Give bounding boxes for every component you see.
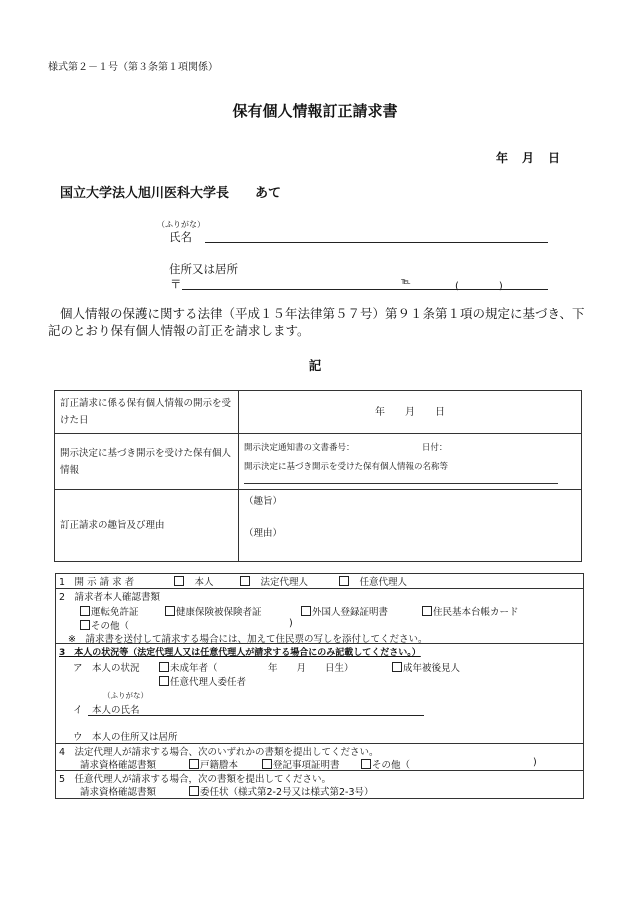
principal-name-furigana: （ふりがな）: [103, 691, 148, 700]
requester-details-box: [55, 573, 584, 799]
voluntary-proxy-option[interactable]: [189, 784, 374, 798]
option-label: 運転免許証: [91, 607, 139, 618]
checkbox-icon: [422, 606, 432, 616]
id-health-insurance-option[interactable]: [165, 604, 262, 618]
checkbox-icon: [174, 576, 184, 586]
status-principal-option[interactable]: [159, 674, 246, 688]
section-5-sub-label: 請求資格確認書類: [80, 787, 157, 798]
checkbox-icon: [361, 759, 371, 769]
id-alien-registration-option[interactable]: [301, 604, 388, 618]
checkbox-icon: [240, 576, 250, 586]
reason-label: （理由）: [244, 528, 283, 539]
section-4-row: [56, 744, 583, 771]
tel-label: ℡: [401, 277, 411, 287]
status-minor-option[interactable]: [159, 660, 218, 674]
page-title: 保有個人情報訂正請求書: [232, 102, 398, 120]
checkbox-icon: [80, 620, 90, 630]
principal-address-label: ウ 本人の住所又は居所: [73, 732, 178, 743]
section-1-label: 1 開 示 請 求 者: [59, 577, 135, 588]
name-input-line[interactable]: [205, 242, 548, 243]
legal-koseki-option[interactable]: [189, 757, 238, 771]
disclosed-info-field[interactable]: [239, 434, 582, 490]
requester-voluntary-agent-option[interactable]: [339, 574, 407, 588]
option-label: 外国人登録証明書: [312, 607, 389, 618]
checkbox-icon: [301, 606, 311, 616]
section-4-label: 4 法定代理人が請求する場合、次のいずれかの書類を提出してください。: [59, 747, 379, 758]
disclosed-info-label: 開示決定に基づき開示を受けた保有個人情報: [55, 434, 239, 490]
addressee: 国立大学法人旭川医科大学長 あて: [60, 186, 282, 201]
option-label: 登記事項証明書: [273, 760, 340, 771]
disclosure-date-value: 年 月 日: [375, 406, 445, 418]
option-label: その他（: [91, 621, 130, 632]
option-label: 住民基本台帳カード: [433, 607, 519, 618]
checkbox-icon: [189, 759, 199, 769]
requester-legal-agent-option[interactable]: [240, 574, 308, 588]
address-label: 住所又は居所: [169, 262, 238, 276]
checkbox-icon: [339, 576, 349, 586]
section-5-row: [56, 771, 583, 797]
correction-details-table: [54, 390, 582, 562]
status-adult-ward-option[interactable]: [392, 660, 460, 674]
form-number: 様式第２－１号（第３条第１項関係）: [48, 62, 218, 73]
checkbox-icon: [392, 662, 402, 672]
option-label: その他（: [372, 760, 411, 771]
address-input-line[interactable]: [182, 289, 548, 290]
principal-name-line[interactable]: [88, 715, 424, 716]
purpose-reason-field[interactable]: [239, 490, 582, 562]
postal-mark: 〒: [170, 277, 182, 291]
id-other-close-paren: ): [289, 618, 293, 629]
section-3-label: 3 本人の状況等（法定代理人又は任意代理人が請求する場合にのみ記載してください。）: [59, 648, 421, 658]
checkbox-icon: [159, 676, 169, 686]
name-label: 氏名: [169, 230, 192, 244]
option-label: 任意代理人: [359, 577, 408, 588]
principal-status-label: ア 本人の状況: [73, 663, 140, 674]
checkbox-icon: [80, 606, 90, 616]
checkbox-icon: [262, 759, 272, 769]
option-label: 健康保険被保険者証: [176, 607, 262, 618]
option-label: 法定代理人: [260, 577, 309, 588]
notice-date-label: 日付：: [421, 442, 448, 453]
checkbox-icon: [159, 662, 169, 672]
minor-birthdate[interactable]: 年 月 日生）: [268, 663, 354, 674]
notice-number-label: 開示決定通知書の文書番号：: [244, 442, 355, 453]
section-4-sub-label: 請求資格確認書類: [80, 760, 157, 771]
section-2-row: [56, 589, 583, 644]
checkbox-icon: [189, 786, 199, 796]
section-1-row: [56, 574, 583, 589]
legal-other-close-paren: ): [533, 757, 537, 768]
disclosed-info-name-label: 開示決定に基づき開示を受けた保有個人情報の名称等: [244, 461, 449, 472]
option-label: 成年被後見人: [403, 663, 461, 674]
principal-name-label: イ 本人の氏名: [73, 705, 140, 716]
legal-registry-option[interactable]: [262, 757, 340, 771]
legal-other-option[interactable]: [361, 757, 410, 771]
option-label: 戸籍謄本: [200, 760, 239, 771]
disclosure-date-label: 訂正請求に係る保有個人情報の開示を受けた日: [55, 391, 239, 434]
section-2-label: 2 請求者本人確認書類: [59, 592, 161, 603]
section-2-note: ※ 請求書を送付して請求する場合には、加えて住民票の写しを添付してください。: [68, 634, 428, 645]
option-label: 委任状（様式第2-2号又は様式第2-3号）: [200, 787, 374, 798]
disclosure-date-field[interactable]: [239, 391, 582, 434]
id-resident-card-option[interactable]: [422, 604, 519, 618]
id-drivers-license-option[interactable]: [80, 604, 139, 618]
id-other-option[interactable]: [80, 618, 129, 632]
checkbox-icon: [165, 606, 175, 616]
option-label: 任意代理人委任者: [170, 677, 247, 688]
purpose-label: （趣旨）: [244, 496, 283, 507]
section-3-row: [56, 644, 583, 744]
date-field[interactable]: 年 月 日: [496, 151, 562, 165]
option-label: 本人: [194, 577, 214, 588]
disclosed-info-name-line: [244, 475, 558, 484]
name-furigana-label: （ふりがな）: [157, 220, 205, 229]
section-5-label: 5 任意代理人が請求する場合，次の書類を提出してください。: [59, 774, 332, 785]
intro-paragraph: 個人情報の保護に関する法律（平成１５年法律第５７号）第９１条第１項の規定に基づき、下記のとおり保有個人情報の訂正を請求します。: [48, 306, 585, 338]
option-label: 未成年者（: [170, 663, 218, 674]
requester-self-option[interactable]: [174, 574, 214, 588]
purpose-reason-label: 訂正請求の趣旨及び理由: [55, 490, 239, 562]
ki-heading: 記: [308, 358, 322, 373]
tel-parens: ( ): [455, 281, 503, 292]
